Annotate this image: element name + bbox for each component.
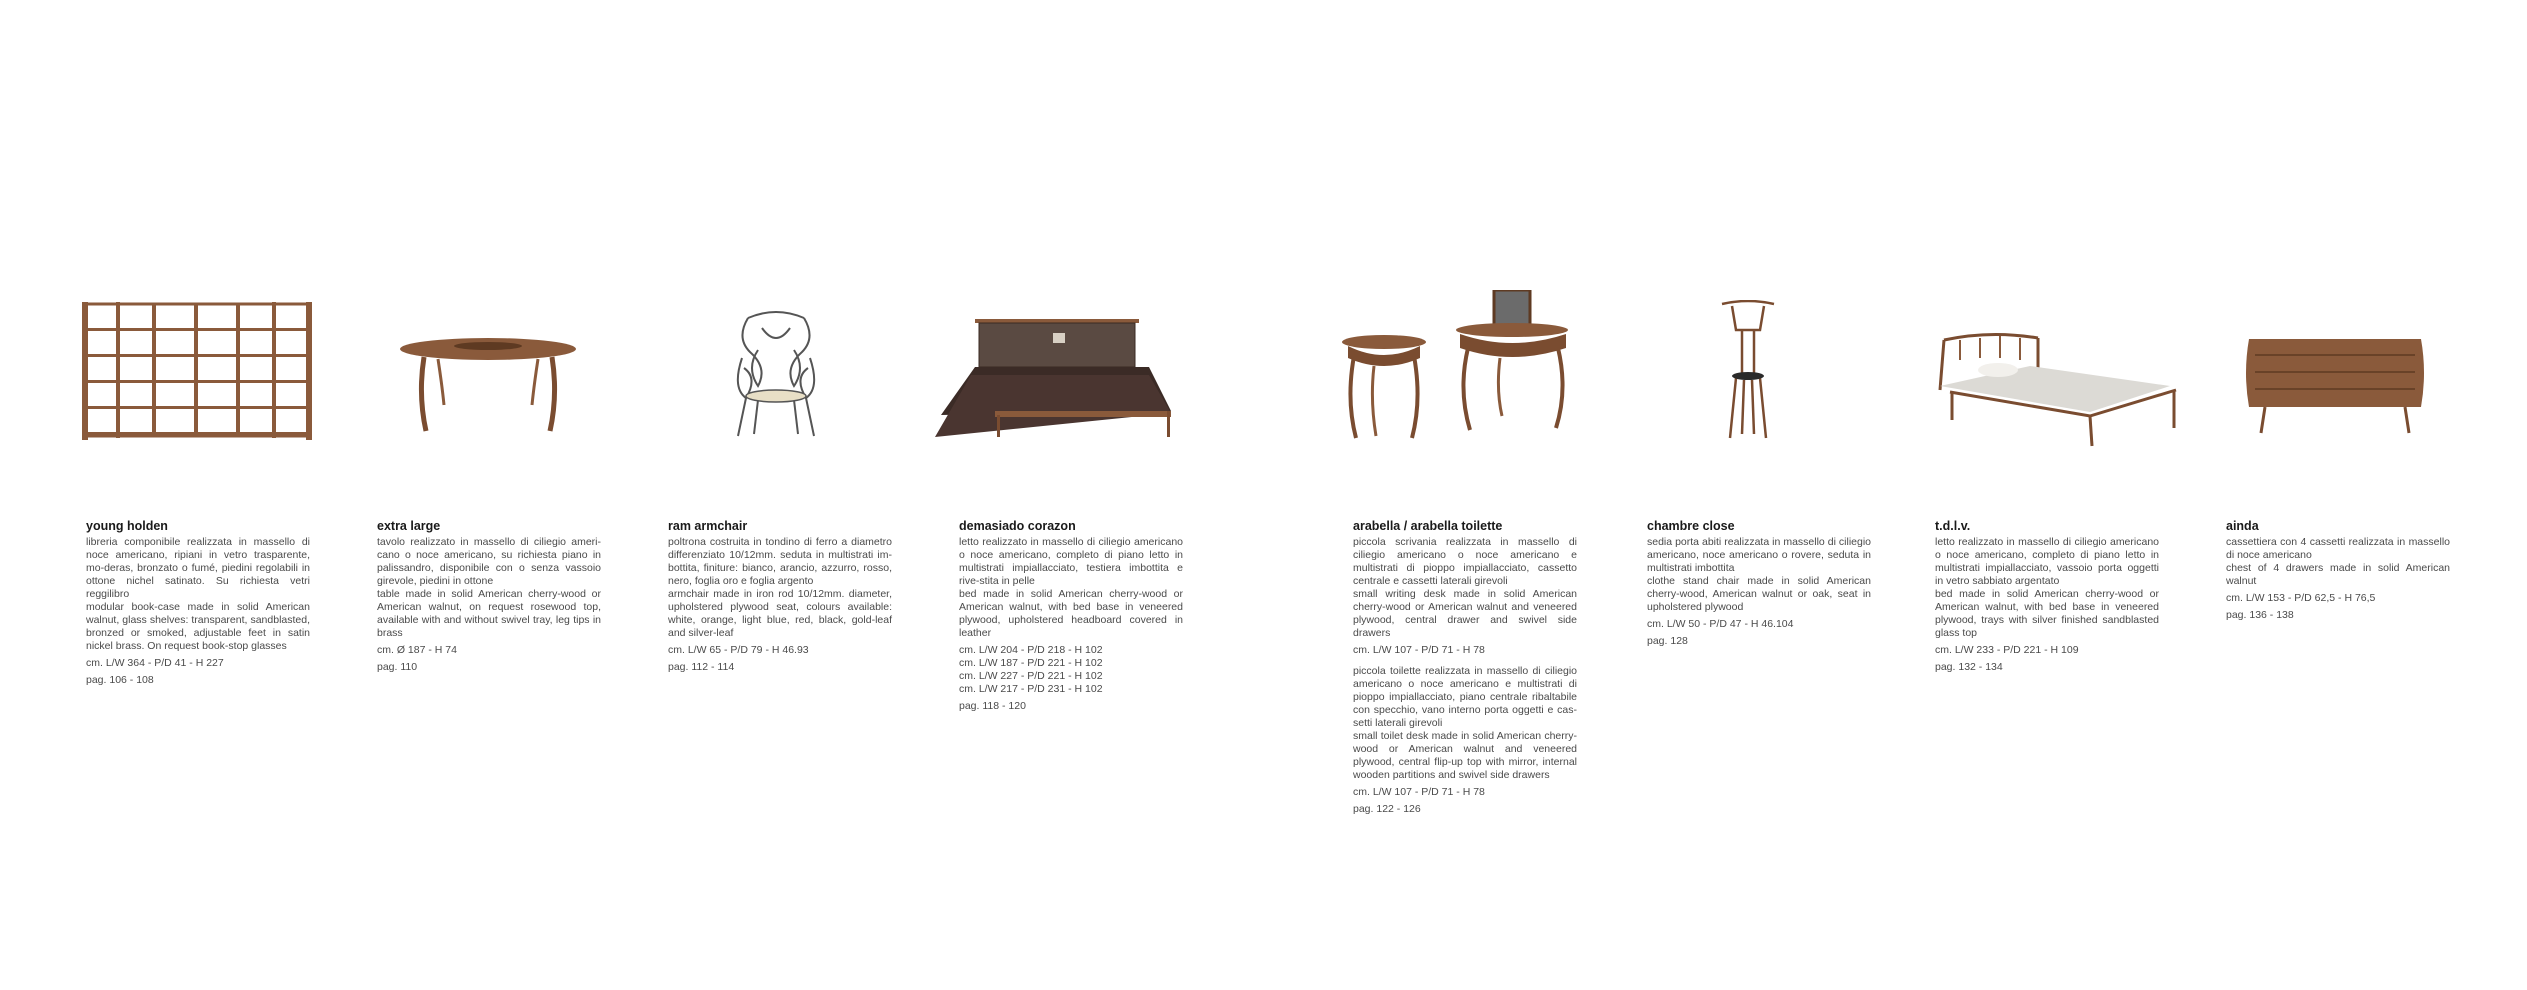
dimensions: cm. L/W 227 - P/D 221 - H 102	[959, 670, 1103, 682]
dimensions: cm. L/W 187 - P/D 221 - H 102	[959, 657, 1103, 669]
description-it: letto realizzato in massello di ciliegio americano o noce americano, completo di piano letto in multistrati impiallacciato, testiera imbottita e rive-stita in pelle	[959, 536, 1183, 587]
dimensions: cm. L/W 364 - P/D 41 - H 227	[86, 657, 224, 669]
product-name: young holden	[86, 519, 168, 533]
dimensions: cm. L/W 107 - P/D 71 - H 78	[1353, 644, 1485, 656]
description-it: poltrona costruita in tondino di ferro a diametro differenziato 10/12mm. seduta in multistrati im-bottita, finiture: bianco, arancio, azzurro, rosso, nero, foglia oro e foglia argento	[668, 536, 892, 587]
description-en: table made in solid American cherry-wood or American walnut, on request rosewood top, available with and without swivel tray, leg tips in brass	[377, 588, 601, 639]
product-chambre-close	[1647, 518, 1871, 648]
dimensions: cm. L/W 204 - P/D 218 - H 102	[959, 644, 1103, 656]
dimensions: cm. L/W 153 - P/D 62,5 - H 76,5	[2226, 592, 2376, 604]
product-demasiado-corazon	[959, 518, 1183, 713]
product-ainda	[2226, 518, 2450, 622]
product-arabella	[1353, 518, 1577, 816]
description-en: chest of 4 drawers made in solid American walnut	[2226, 562, 2450, 587]
dimensions: cm. Ø 187 - H 74	[377, 644, 457, 656]
product-name: demasiado corazon	[959, 519, 1076, 533]
description-en: modular book-case made in solid American walnut, glass shelves: transparent, sandblasted, bronzed or smoked, adjustable feet in satin nickel brass. On request book-stop glasses	[86, 601, 310, 652]
extra-large-image	[398, 335, 578, 435]
product-young-holden	[86, 518, 310, 687]
product-name: ainda	[2226, 519, 2259, 533]
product-name: extra large	[377, 519, 441, 533]
description-it: libreria componibile realizzata in massello di noce americano, ripiani in vetro trasparente, mo-deras, bronzato o fumé, piedini regolabili in ottone nichel satinato. Su richiesta vetri reggilibro	[86, 536, 310, 600]
product-tdlv	[1935, 518, 2159, 674]
description-it: tavolo realizzato in massello di ciliegio ameri-cano o noce americano, su richiesta piano in palissandro, disponibile con o senza vassoio girevole, piedini in ottone	[377, 536, 601, 587]
young-holden-image	[82, 300, 312, 440]
page-ref: pag. 128	[1647, 635, 1688, 647]
arabella-image	[1340, 290, 1585, 440]
dimensions: cm. L/W 50 - P/D 47 - H 46.104	[1647, 618, 1794, 630]
dimensions: cm. L/W 217 - P/D 231 - H 102	[959, 683, 1103, 695]
description2-it: piccola toilette realizzata in massello di ciliegio americano o noce americano e multistrati di pioppo impiallacciato, piano centrale ribaltabile con specchio, vano interno porta oggetti e cas-setti laterali girevoli	[1353, 665, 1577, 729]
tdlv-image	[1930, 330, 2180, 448]
dimensions: cm. L/W 65 - P/D 79 - H 46.93	[668, 644, 809, 656]
ainda-image	[2245, 335, 2425, 435]
page-ref: pag. 106 - 108	[86, 674, 154, 686]
page-ref: pag. 110	[377, 661, 418, 673]
ram-armchair-image	[728, 308, 824, 438]
description-en: bed made in solid American cherry-wood or American walnut, with bed base in veneered plywood, trays with silver finished sandblasted glass top	[1935, 588, 2159, 639]
product-name: arabella / arabella toilette	[1353, 519, 1503, 533]
page-ref: pag. 136 - 138	[2226, 609, 2294, 621]
description-it: sedia porta abiti realizzata in massello di ciliegio americano, noce americano o rovere, seduta in multistrati imbottita	[1647, 536, 1871, 574]
page-ref: pag. 112 - 114	[668, 661, 735, 673]
description-it: letto realizzato in massello di ciliegio americano o noce americano, completo di piano letto in multistrati impiallacciato, vassoio porta oggetti in vetro sabbiato argentato	[1935, 536, 2159, 587]
description-en: armchair made in iron rod 10/12mm. diameter, upholstered plywood seat, colours available: white, orange, light blue, red, black, gold-leaf and silver-leaf	[668, 588, 892, 639]
product-name: ram armchair	[668, 519, 748, 533]
description-en: bed made in solid American cherry-wood or American walnut, with bed base in veneered plywood, upholstered headboard covered in leather	[959, 588, 1183, 639]
product-ram-armchair	[668, 518, 892, 674]
description-en: small writing desk made in solid American cherry-wood or American walnut and veneered plywood, central drawer and swivel side drawers	[1353, 588, 1577, 639]
page-ref: pag. 118 - 120	[959, 700, 1026, 712]
dimensions2: cm. L/W 107 - P/D 71 - H 78	[1353, 786, 1485, 798]
description2-en: small toilet desk made in solid American cherry-wood or American walnut and veneered plywood, central flip-up top with mirror, internal wooden partitions and swivel side drawers	[1353, 730, 1577, 781]
page-ref: pag. 122 - 126	[1353, 803, 1421, 815]
product-extra-large	[377, 518, 601, 674]
demasiado-corazon-image	[935, 315, 1180, 440]
description-en: clothe stand chair made in solid American cherry-wood, American walnut or oak, seat in upholstered plywood	[1647, 575, 1871, 613]
dimensions: cm. L/W 233 - P/D 221 - H 109	[1935, 644, 2079, 656]
product-name: t.d.l.v.	[1935, 519, 1971, 533]
description-it: piccola scrivania realizzata in massello di ciliegio americano o noce americano e multistrati di pioppo impiallacciato, cassetto centrale e cassetti laterali girevoli	[1353, 536, 1577, 587]
description-it: cassettiera con 4 cassetti realizzata in massello di noce americano	[2226, 536, 2450, 561]
page-ref: pag. 132 - 134	[1935, 661, 2003, 673]
product-name: chambre close	[1647, 519, 1735, 533]
chambre-close-image	[1718, 300, 1778, 440]
